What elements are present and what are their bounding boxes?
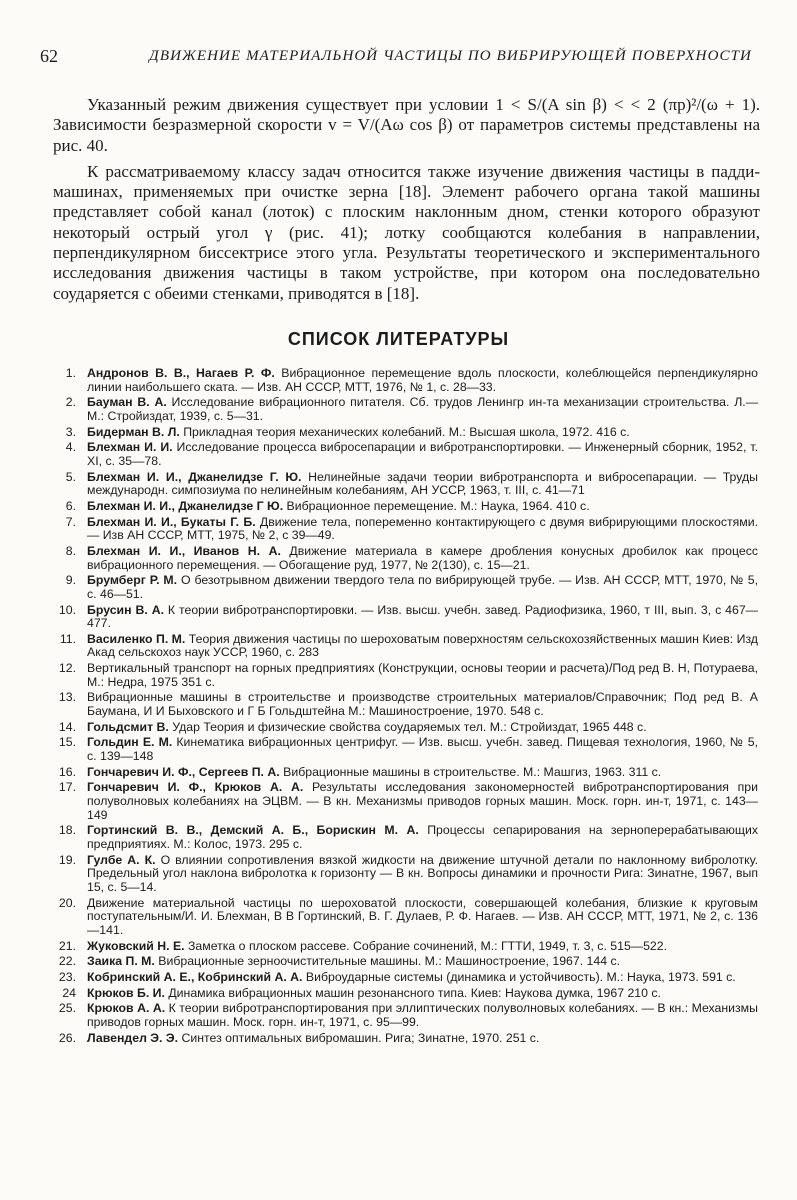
reference-text: Кинематика вибрационных центрифуг. — Изв. высш. учебн. завед. Пищевая технология, 1960, № 5, с. 139—148 — [87, 735, 758, 764]
page-number: 62 — [40, 46, 58, 66]
reference-number: 9. — [65, 573, 76, 588]
reference-number: 6. — [65, 498, 76, 513]
reference-item — [46, 396, 758, 423]
reference-text: К теории вибротранспортирования при эллиптических полуволновых колебаниях. — В кн.: Механизмы приводов горных машин. Моск. горн. ин-т, 1971, с. 95—99. — [87, 1001, 758, 1029]
reference-item — [46, 987, 758, 1001]
reference-number: 20. — [58, 895, 76, 910]
reference-text: Виброударные системы (динамика и устойчивость). М.: Наука, 1973. 591 с. — [302, 969, 736, 984]
reference-text: Вибрационные машины в строительстве. М.: Машгиз, 1963. 311 с. — [279, 764, 662, 779]
reference-authors: Кобринский А. Е., Кобринский А. А. — [87, 969, 303, 984]
reference-authors: Блехман И. И., Букаты Г. Б. — [87, 514, 256, 529]
reference-text: Исследование вибрационного питателя. Сб. трудов Ленингр ин-та механизации строительства. Л.—М.: Стройиздат, 1939, с. 5—31. — [87, 395, 758, 423]
reference-authors: Блехман И. И., Джанелидзе Г Ю. — [87, 498, 284, 513]
reference-text: Нелинейные задачи теории вибротранспорта и вибросепарации. — Труды международн. симпозиума по нелинейным колебаниям, АН УССР, 1963, т. III, с. 41—71 — [87, 469, 758, 498]
reference-item — [46, 516, 758, 543]
reference-number: 17. — [58, 780, 76, 795]
reference-text: К теории вибротранспортировки. — Изв. высш. учебн. завед. Радиофизика, 1960, т III, вып. 3, с 467—477. — [87, 602, 758, 631]
reference-number: 10. — [58, 602, 76, 617]
reference-authors: Бидерман В. Л. — [87, 424, 180, 439]
reference-item — [46, 545, 758, 572]
reference-text: Теория движения частицы по шероховатым поверхностям сельскохозяйственных машин Киев: Изд Акад сельскохоз наук УССР, 1960, с. 283 — [87, 631, 758, 660]
reference-text: О влиянии сопротивления вязкой жидкости на движение штучной детали по наклонному вибролотку. Предельный угол наклона вибролотка к горизонту — В кн. Вопросы динамики и прочности Рига: Зинатне, 1967, вып 15, с. 5—14. — [87, 852, 758, 894]
reference-number: 26. — [58, 1030, 76, 1045]
reference-text: Вибрационное перемещение вдоль плоскости, колеблющейся перпендикулярно линии наибольшего ската. — Изв. АН СССР, МТТ, 1976, № 1, с. 28—33. — [87, 366, 758, 394]
reference-authors: Брумберг Р. М. — [87, 573, 178, 588]
reference-list — [46, 367, 758, 1047]
reference-text: Движение материала в камере дробления конусных дробилок как процесс вибрационного перемещения. — Обогащение руд, 1977, № 2(130), с. 15—21. — [87, 543, 758, 572]
reference-item — [46, 736, 758, 763]
reference-authors: Жуковский Н. Е. — [87, 938, 185, 953]
reference-number: 21. — [58, 938, 76, 953]
reference-item — [46, 781, 758, 822]
reference-authors: Заика П. М. — [87, 954, 155, 969]
reference-number: 22. — [58, 954, 76, 969]
reference-authors: Лавендел Э. Э. — [87, 1030, 179, 1045]
reference-authors: Василенко П. М. — [87, 631, 186, 646]
reference-number: 11. — [59, 631, 76, 646]
reference-number: 25. — [58, 1001, 76, 1016]
reference-item — [46, 824, 758, 851]
reference-number: 12. — [58, 661, 76, 676]
reference-authors: Андронов В. В., Нагаев Р. Ф. — [87, 366, 275, 380]
reference-authors: Крюков А. А. — [87, 1001, 166, 1016]
reference-authors: Гортинский В. В., Демский А. Б., Борискин М. А. — [87, 823, 419, 838]
reference-number: 16. — [58, 764, 76, 779]
reference-item — [46, 426, 758, 440]
reference-item — [46, 441, 758, 468]
reference-number: 4. — [65, 440, 76, 455]
reference-text: Результаты исследования закономерностей вибротранспортирования при полуволновых колебаниях на ЭЦВМ. — В кн. Механизмы приводов горных машин. Моск. горн. ин-т, 1971, с. 143—149 — [87, 780, 758, 822]
reference-number: 1. — [65, 366, 76, 380]
reference-item — [46, 1032, 758, 1046]
reference-number: 14. — [58, 719, 76, 734]
reference-authors: Крюков Б. И. — [87, 985, 165, 1000]
reference-item — [46, 766, 758, 780]
reference-item — [46, 662, 758, 689]
reference-item — [46, 854, 758, 895]
paragraph: К рассматриваемому классу задач относится также изучение движения частицы в падди-машинах, применяемых при очистке зерна [18]. Элемент рабочего органа такой машины представляет собой канал (лоток) с плоским наклонным дном, стенки которого образуют некоторый острый угол γ (рис. 41); лотку сообщаются колебания в направлении, перпендикулярном биссектрисе этого угла. Результаты теоретического и экспериментального исследования движения частицы в таком устройстве, при котором она последовательно соударяется с обеими стенками, приводятся в [18]. — [53, 161, 760, 303]
reference-authors: Бауман В. А. — [87, 395, 167, 410]
reference-item — [46, 955, 758, 969]
reference-text: Прикладная теория механических колебаний. М.: Высшая школа, 1972. 416 с. — [179, 424, 630, 439]
reference-number: 2. — [65, 395, 76, 410]
reference-authors: Гончаревич И. Ф., Сергеев П. А. — [87, 764, 280, 779]
reference-number: 23. — [58, 969, 76, 984]
reference-text: Вибрационные зерноочистительные машины. М.: Машиностроение, 1967. 144 с. — [154, 954, 621, 969]
reference-item — [46, 604, 758, 631]
running-head: ДВИЖЕНИЕ МАТЕРИАЛЬНОЙ ЧАСТИЦЫ ПО ВИБРИРУЮЩЕЙ ПОВЕРХНОСТИ — [149, 48, 752, 64]
reference-text: Вертикальный транспорт на горных предприятиях (Конструкции, основы теории и расчета)/Под ред В. Н, Потураева, М.: Недра, 1975 351 с. — [87, 661, 758, 689]
paragraph: Указанный режим движения существует при условии 1 < S/(A sin β) < < 2 (πp)²/(ω + 1). Зависимости безразмерной скорости v = V/(Aω cos β) от параметров системы представлены на рис. 40. — [53, 95, 760, 155]
body-text — [53, 95, 760, 304]
reference-text: Вибрационные машины в строительстве и производстве строительных материалов/Справочник; Под ред В. А Баумана, И И Быховского и Г Б Гольдштейна М.: Машиностроение, 1970. 548 с. — [87, 690, 758, 719]
reference-text: Процессы сепарирования на зерноперерабатывающих предприятиях. М.: Колос, 1973. 295 с. — [87, 823, 758, 851]
reference-number: 3. — [65, 424, 76, 439]
reference-authors: Гулбе А. К. — [87, 852, 156, 867]
reference-item — [46, 367, 758, 394]
reference-item — [46, 971, 758, 985]
reference-number: 19. — [58, 852, 76, 867]
reference-authors: Блехман И. И. — [87, 440, 173, 455]
reference-item — [46, 500, 758, 514]
reference-item — [46, 721, 758, 735]
reference-number: 8. — [65, 543, 76, 558]
reference-item — [46, 574, 758, 601]
reference-text: Вибрационное перемещение. М.: Наука, 1964. 410 с. — [283, 498, 590, 513]
reference-item — [46, 1002, 758, 1029]
reference-authors: Блехман И. И., Иванов Н. А. — [87, 543, 281, 558]
reference-text: Исследование процесса вибросепарации и вибротранспортировки. — Инженерный сборник, 1952, т. XI, с. 35—78. — [87, 440, 758, 468]
reference-number: 24 — [62, 985, 76, 1000]
reference-authors: Брусин В. А. — [87, 602, 164, 617]
reference-text: Синтез оптимальных вибромашин. Рига; Зинатне, 1970. 251 с. — [178, 1030, 540, 1045]
reference-authors: Гончаревич И. Ф., Крюков А. А. — [87, 780, 304, 795]
reference-text: Движение материальной частицы по шероховатой плоскости, совершающей колебания, близкие к круговым поступательным/И. И. Блехман, В В Гортинский, В. Г. Дулаев, Р. Ф. Нагаев. — Изв. АН СССР, МТТ, 1971, № 2, с. 136—141. — [87, 895, 758, 937]
reference-number: 7. — [65, 514, 76, 529]
reference-number: 15. — [58, 735, 76, 750]
reference-item — [46, 940, 758, 954]
reference-item — [46, 897, 758, 938]
reference-text: Заметка о плоском рассеве. Собрание сочинений, М.: ГТТИ, 1949, т. 3, с. 515—522. — [184, 938, 668, 953]
reference-authors: Блехман И. И., Джанелидзе Г. Ю. — [87, 469, 302, 484]
reference-text: Удар Теория и физические свойства соударяемых тел. М.: Стройиздат, 1965 448 с. — [168, 719, 647, 734]
reference-number: 18. — [58, 823, 76, 838]
section-title: СПИСОК ЛИТЕРАТУРЫ — [287, 329, 510, 349]
reference-text: О безотрывном движении твердого тела по вибрирующей трубе. — Изв. АН СССР, МТТ, 1970, № 5, с. 46—51. — [87, 573, 758, 601]
reference-number: 5. — [65, 469, 76, 484]
reference-number: 13. — [58, 690, 76, 705]
reference-item — [46, 471, 758, 498]
reference-item — [46, 691, 758, 718]
reference-text: Движение тела, попеременно контактирующего с двумя вибрирующими плоскостями. — Изв АН СССР, МТТ, 1975, № 2, с 39—49. — [87, 514, 758, 543]
reference-text: Динамика вибрационных машин резонансного типа. Киев: Наукова думка, 1967 210 с. — [164, 985, 661, 1000]
reference-authors: Гольдин Е. М. — [87, 735, 173, 750]
page-header — [40, 46, 752, 72]
reference-authors: Гольдсмит В. — [87, 719, 169, 734]
reference-item — [46, 633, 758, 660]
